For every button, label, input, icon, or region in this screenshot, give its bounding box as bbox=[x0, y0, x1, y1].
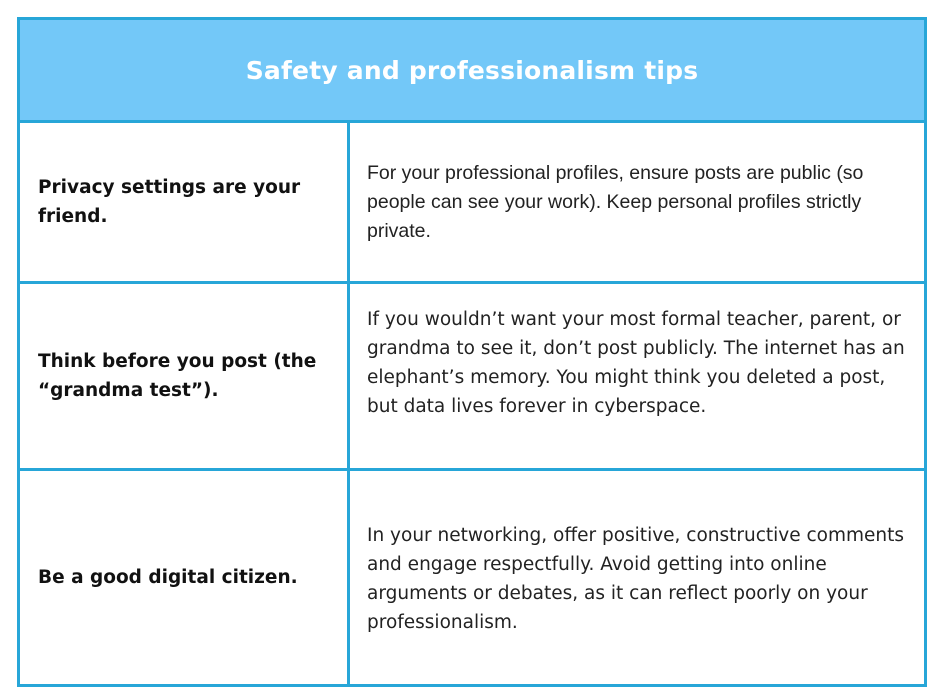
table-header bbox=[20, 20, 924, 123]
tip-cell bbox=[38, 471, 328, 684]
detail-cell bbox=[367, 123, 912, 281]
tip-detail: In your networking, offer positive, constructive comments and engage respectfully. Avoid getting into online arguments or debates, as it can reflect poorly on your professionalism. bbox=[367, 525, 905, 633]
tip-cell bbox=[38, 284, 328, 468]
column-divider bbox=[347, 123, 350, 684]
table-row bbox=[20, 284, 924, 471]
detail-cell bbox=[367, 471, 912, 684]
detail-cell bbox=[367, 284, 912, 468]
tips-table bbox=[17, 17, 927, 687]
tip-detail: If you wouldn’t want your most formal teacher, parent, or grandma to see it, don’t post publicly. The internet has an elephant’s memory. You might think you deleted a post, but data lives forever in cyberspace. bbox=[367, 309, 905, 417]
tip-cell bbox=[38, 123, 328, 281]
table-title: Safety and professionalism tips bbox=[245, 55, 699, 85]
tip-title: Think before you post (the “grandma test”). bbox=[38, 351, 317, 401]
tip-title: Be a good digital citizen. bbox=[38, 567, 298, 588]
table-row bbox=[20, 123, 924, 284]
tip-title: Privacy settings are your friend. bbox=[38, 177, 301, 227]
table-row bbox=[20, 471, 924, 684]
tip-detail: For your professional profiles, ensure posts are public (so people can see your work). Keep personal profiles strictly private. bbox=[367, 162, 864, 242]
